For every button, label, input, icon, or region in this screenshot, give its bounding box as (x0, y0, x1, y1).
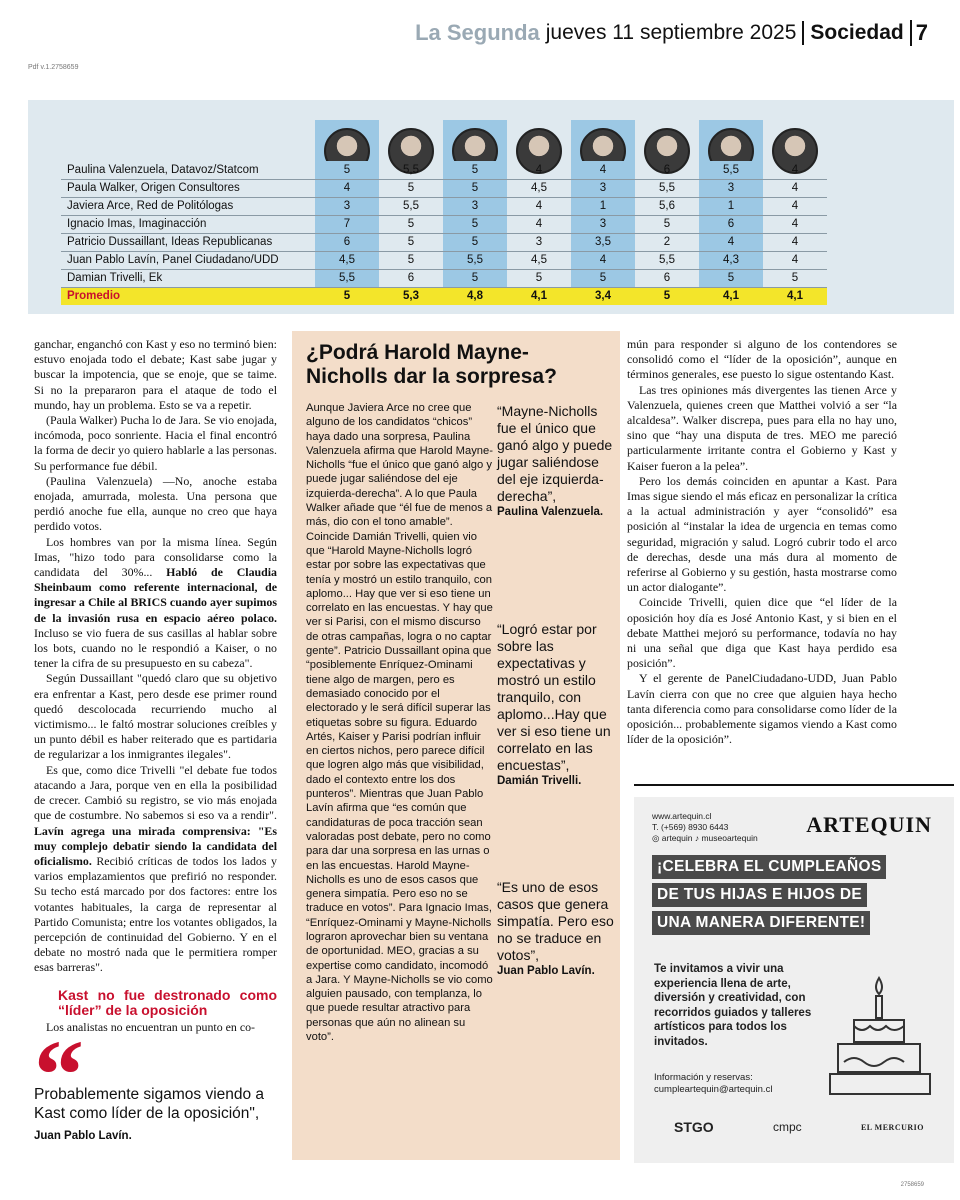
newspaper-brand: La Segunda (415, 20, 540, 45)
sidebar-box (292, 331, 620, 1160)
score-cell: 5 (763, 269, 827, 287)
page-number: 7 (910, 20, 928, 46)
score-cell: 4,1 (507, 287, 571, 305)
analyst-name: Patricio Dussaillant, Ideas Republicanas (61, 233, 315, 251)
subheading: Kast no fue destronado como “líder” de la oposición (58, 986, 277, 1018)
table-row (61, 251, 827, 269)
paragraph: Coincide Trivelli, quien dice que “el líder de la oposición hoy día es José Antonio Kast, y si bien en el debate Matthei mejoró su performance, todavía no hay ni una señal que diga que Kast haya perdido esa posición”. (627, 595, 897, 671)
pull-quote-author: Juan Pablo Lavín. (34, 1130, 132, 1142)
quote-mark-icon: “ (34, 1019, 84, 1130)
score-cell: 4,1 (763, 287, 827, 305)
analyst-name: Promedio (61, 287, 315, 305)
masthead (415, 20, 928, 46)
score-cell: 5,5 (379, 161, 443, 179)
score-cell: 5 (379, 251, 443, 269)
ad-info: Información y reservas: cumpleartequin@artequin.cl (654, 1072, 773, 1095)
box-quote-3: “Es uno de esos casos que genera simpatía. Pero eso no se traduce en votos”, Juan Pablo Lavín. (497, 879, 614, 977)
table-row (61, 161, 827, 179)
score-cell: 7 (315, 215, 379, 233)
score-cell: 5,3 (379, 287, 443, 305)
score-cell: 4 (507, 215, 571, 233)
score-cell: 4 (763, 215, 827, 233)
score-cell: 4,8 (443, 287, 507, 305)
analyst-name: Damian Trivelli, Ek (61, 269, 315, 287)
score-cell: 4 (763, 251, 827, 269)
score-cell: 5,5 (379, 197, 443, 215)
footer-id: 2758659 (900, 1182, 924, 1188)
score-cell: 4 (763, 233, 827, 251)
score-cell: 6 (315, 233, 379, 251)
paragraph: (Paula Walker) Pucha lo de Jara. Se vio enojada, incómoda, poco sonriente. Hacia el final encontró la forma de decir yo quiero hablarle a las personas. Su performance fue débil. (34, 413, 277, 473)
score-cell: 4 (763, 197, 827, 215)
score-cell: 4 (763, 161, 827, 179)
table-row (61, 269, 827, 287)
paragraph: ganchar, enganchó con Kast y eso no terminó bien: estuvo enojada todo el debate; Kast sabe jugar y buscar la impotencia, que se enoje, que se taime. Si no la prepararon para el ataque de todo el mundo, hay un problema. Esto se va a repetir. (34, 337, 277, 412)
cake-icon (824, 972, 939, 1102)
score-cell: 5,5 (443, 251, 507, 269)
score-cell: 5 (571, 269, 635, 287)
paragraph: Según Dussaillant "quedó claro que su objetivo era enfrentar a Kast, pero desde ese primer round quedó descolocada recurriendo mucho al victimismo... le faltó mostrar soluciones creíbles y un punto débil es haber reiterado que es partidaria de regularizar a los inmigrantes ilegales". (34, 671, 277, 762)
average-row (61, 287, 827, 305)
pull-quote-text: Probablemente sigamos viendo a Kast como líder de la oposición", (34, 1086, 265, 1122)
score-cell: 3 (571, 215, 635, 233)
score-cell: 3 (315, 197, 379, 215)
score-cell: 4 (315, 179, 379, 197)
score-cell: 5 (443, 161, 507, 179)
score-cell: 5,6 (635, 197, 699, 215)
score-cell: 3 (443, 197, 507, 215)
ad-body: Te invitamos a vivir una experiencia llena de arte, diversión y creatividad, con recorridos guiados y talleres artísticos para todos los invitados. (654, 963, 812, 1048)
sponsor-stgo: STGO (674, 1119, 714, 1135)
pdf-id: Pdf v.1.2758659 (28, 64, 79, 71)
score-cell: 4 (571, 161, 635, 179)
score-cell: 5,5 (635, 179, 699, 197)
artequin-ad (634, 797, 954, 1163)
sponsor-el-mercurio: EL MERCURIO (860, 1122, 924, 1132)
score-cell: 4,1 (699, 287, 763, 305)
paragraph: Los analistas no encuentran un punto en co- (46, 1019, 256, 1034)
score-cell: 4,5 (507, 251, 571, 269)
paragraph: mún para responder si alguno de los contendores se consolidó como el “líder de la oposición”, aunque en términos generales, ese puesto lo sigue ostentando Kast. (627, 337, 897, 382)
score-cell: 3 (699, 179, 763, 197)
box-text: Aunque Javiera Arce no cree que alguno de los candidatos “chicos” haya dado una sorpresa, Paulina Valenzuela afirma que Harold Mayne-Nicholls “fue el único que ganó algo y puede jugar saliéndose del eje izquierda-derecha”. A lo que Paula Walker añade que “él fue de menos a más, dio con el tono amable”. Coincide Damián Trivelli, quien vio que “Harold Mayne-Nicholls logró estar por sobre las expectativas que tenía y mostró un estilo tranquilo, con aplomo... Hay que ver si eso tiene un correlato en las encuestas. Y hay que ver si Parisi, con el mismo discurso de otras campañas, logra o no captar gente”. Patricio Dussaillant opina que “posiblemente Enríquez-Ominami tiene algo de margen, pero es demasiado conocido por el electorado y le será difícil superar las etiquetas sobre su figura. Eduardo Artés, Kaiser y Parisi podrían influir en ciertos nichos, pero parece difícil que logren algo más que visibilidad, dado el contexto entre los dos punteros”. Mientras que Juan Pablo Lavín afirma que “es común que candidaturas de poca tracción sean valoradas post debate, pero no como para dar una sorpresa en las urnas o en las encuestas. Harold Mayne-Nicholls es uno de esos casos que genera simpatía. Pero eso no se traduce en votos”. Para Ignacio Imas, “Enríquez-Ominami y Mayne-Nicholls lograron aprovechar bien su ventana de oportunidad. MEO, gracias a su expertise como candidato, incomodó a Jara. Y Mayne-Nicholls se vio como alguien pausado, con templanza, lo que puede resultar atractivo para personas que aún no alinean su voto”. (306, 402, 493, 1044)
score-cell: 5 (635, 287, 699, 305)
score-cell: 1 (571, 197, 635, 215)
score-cell: 6 (635, 161, 699, 179)
score-cell: 5 (699, 269, 763, 287)
score-cell: 4,5 (507, 179, 571, 197)
paragraph: Las tres opiniones más divergentes las tienen Arce y Valenzuela, quienes creen que Matthei volvió a ser “la alcaldesa”. Walker discrepa, pues para ella no hay uno, sino que “hay una disputa de tres. MEO me pareció particularmente irritante contra el Gobierno y Kast y Kaiser fueron a la pelea”. (627, 382, 897, 473)
paragraph: (Paulina Valenzuela) —No, anoche estaba enojada, amurrada, molesta. Una persona que perdió anoche fue ella, aunque no creo que haya perdido votos. (34, 473, 277, 534)
score-cell: 4,5 (315, 251, 379, 269)
analyst-name: Paula Walker, Origen Consultores (61, 179, 315, 197)
score-cell: 5 (379, 215, 443, 233)
ad-sponsors (674, 1119, 924, 1135)
table-row (61, 215, 827, 233)
scores-table-panel (28, 100, 954, 314)
score-cell: 6 (635, 269, 699, 287)
score-cell: 5 (315, 161, 379, 179)
analyst-name: Javiera Arce, Red de Politólogas (61, 197, 315, 215)
score-cell: 2 (635, 233, 699, 251)
score-cell: 5 (443, 269, 507, 287)
table-row (61, 197, 827, 215)
score-cell: 3 (507, 233, 571, 251)
analyst-name: Juan Pablo Lavín, Panel Ciudadano/UDD (61, 251, 315, 269)
score-cell: 5,5 (635, 251, 699, 269)
paragraph: Y el gerente de PanelCiudadano-UDD, Juan Pablo Lavín cierra con que no cree que alguien haya hecho tanta diferencia como para consolidarse como líder de la oposición... probablemente sigamos viendo a Kast como líder de la oposición”. (627, 671, 897, 747)
section-name: Sociedad (802, 21, 903, 45)
pull-quote (34, 1085, 284, 1146)
artequin-logo: ARTEQUIN (806, 812, 932, 837)
score-cell: 1 (699, 197, 763, 215)
paragraph: Pero los demás coinciden en apuntar a Kast. Para Imas sigue siendo el más eficaz en personalizar la crítica a la actual administración y ayer “consolidó” esa posición al “instalar la idea de urgencia en temas como seguridad, migración y salud. Logró cubrir todo el arco de derechas, desde una más dura al momento de referirse al Gobierno y su gestión, hasta mostrarse como un actor dialogante”. (627, 473, 897, 595)
box-quote-2: “Logró estar por sobre las expectativas y mostró un estilo tranquilo, con aplomo...Hay que ver si eso tiene un correlato en las encuestas”, Damián Trivelli. (497, 621, 611, 787)
sponsor-cmpc: cmpc (772, 1120, 802, 1134)
score-cell: 3 (571, 179, 635, 197)
score-cell: 4,3 (699, 251, 763, 269)
score-cell: 5 (315, 287, 379, 305)
table-row (61, 233, 827, 251)
ad-headline: ¡CELEBRA EL CUMPLEAÑOS DE TUS HIJAS E HIJOS DE UNA MANERA DIFERENTE! (652, 855, 888, 939)
score-cell: 4 (763, 179, 827, 197)
analyst-name: Paulina Valenzuela, Datavoz/Statcom (61, 161, 315, 179)
analyst-name: Ignacio Imas, Imaginacción (61, 215, 315, 233)
score-cell: 5 (379, 233, 443, 251)
article-column-3 (627, 337, 897, 747)
issue-date: jueves 11 septiembre 2025 (545, 21, 797, 44)
score-cell: 6 (379, 269, 443, 287)
score-cell: 3,5 (571, 233, 635, 251)
table-row (61, 179, 827, 197)
paragraph: Es que, como dice Trivelli "el debate fue todos atacando a Jara, porque ven en ella la posibilidad de crecer. Cambió su registro, se vio más enojada que de costumbre. No sabemos si eso va a rendir". Lavín agrega una mirada comprensiva: "Es muy complejo debatir siendo la candidata del oficialismo. Recibió críticas de todos los lados y varios emplazamientos que prefirió no responder. Su techo está marcado por dos factores: entre los votantes habituales, la carga de representar al Partido Comunista; entre los votantes obligados, la percepción de continuidad del Gobierno. Y en el debate no mostró nada que le permitiera romper esas barreras". (34, 762, 277, 975)
score-cell: 4 (507, 197, 571, 215)
article-column-1 (34, 337, 277, 1035)
score-cell: 5,5 (315, 269, 379, 287)
score-cell: 5 (443, 233, 507, 251)
score-cell: 5 (507, 269, 571, 287)
box-title: ¿Podrá Harold Mayne-Nicholls dar la sorpresa? (306, 341, 557, 388)
score-cell: 4 (507, 161, 571, 179)
box-quote-1: “Mayne-Nicholls fue el único que ganó algo y puede jugar saliéndose del eje izquierda-derecha”, Paulina Valenzuela. (497, 403, 613, 518)
score-cell: 3,4 (571, 287, 635, 305)
score-cell: 4 (571, 251, 635, 269)
score-cell: 5 (379, 179, 443, 197)
scores-table (61, 161, 827, 305)
score-cell: 6 (699, 215, 763, 233)
ad-contact: www.artequin.cl T. (+569) 8930 6443 ◎ artequin ♪ museoartequin (652, 811, 758, 843)
score-cell: 5 (443, 215, 507, 233)
score-cell: 5,5 (699, 161, 763, 179)
paragraph: Los hombres van por la misma línea. Según Imas, "hizo todo para consolidarse como la candidata del 30%... Habló de Claudia Sheinbaum como referente internacional, de ingresar a Chile al BRICS cuando ayer supimos de la invasión rusa en espacio aéreo polaco. Incluso se vio fuera de sus casillas al hablar sobre los bots, cuando no le respondió a Kaiser, o no tener la cifra de su presupuesto en su cabeza". (34, 534, 277, 671)
score-cell: 5 (443, 179, 507, 197)
score-cell: 5 (635, 215, 699, 233)
score-cell: 4 (699, 233, 763, 251)
divider (634, 784, 954, 786)
